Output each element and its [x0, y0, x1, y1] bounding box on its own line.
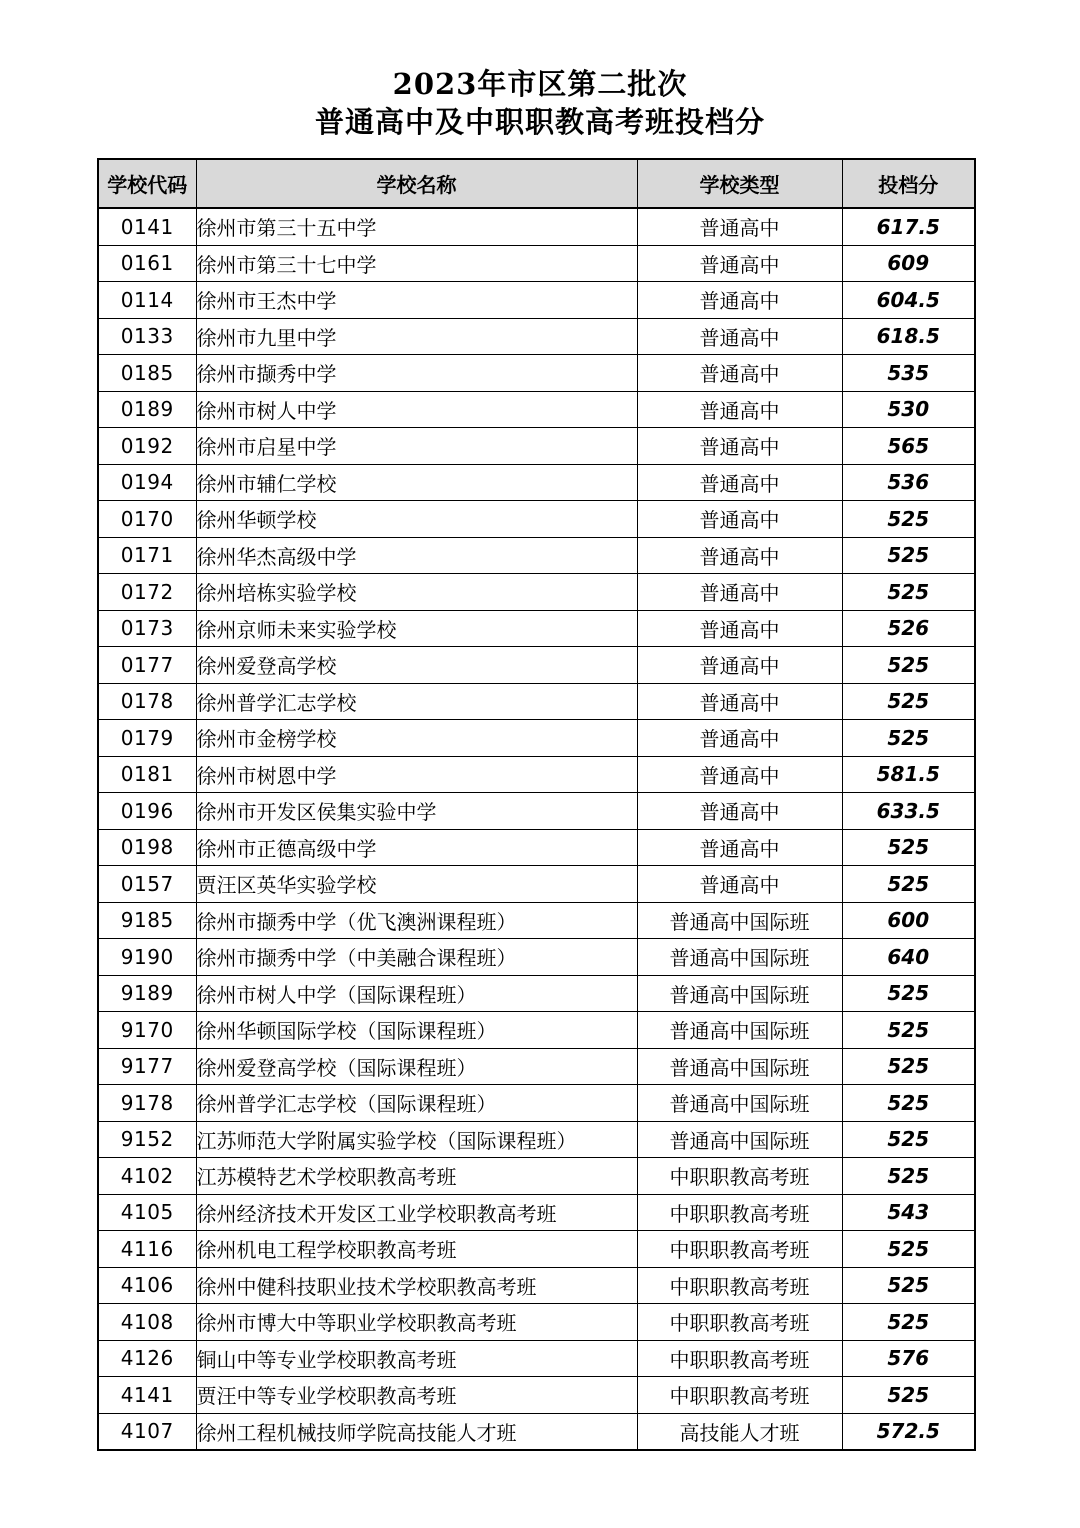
school-code-cell: 9170: [98, 1012, 196, 1049]
school-name-cell: 贾汪中等专业学校职教高考班: [196, 1377, 637, 1414]
school-type-cell: 普通高中: [637, 756, 842, 793]
school-type-cell: 普通高中: [637, 464, 842, 501]
school-name-cell: 徐州培栋实验学校: [196, 574, 637, 611]
table-row: [98, 391, 975, 428]
header-score: 投档分: [842, 159, 975, 208]
table-row: [98, 1048, 975, 1085]
score-cell: 525: [842, 1012, 975, 1049]
school-name-cell: 徐州经济技术开发区工业学校职教高考班: [196, 1194, 637, 1231]
school-code-cell: 0161: [98, 245, 196, 282]
score-cell: 565: [842, 428, 975, 465]
score-cell: 525: [842, 1231, 975, 1268]
table-row: [98, 1267, 975, 1304]
school-code-cell: 0114: [98, 282, 196, 319]
table-row: [98, 537, 975, 574]
page-subtitle: 普通高中及中职职教高考班投档分: [314, 105, 765, 139]
score-cell: 525: [842, 1085, 975, 1122]
school-type-cell: 普通高中: [637, 208, 842, 245]
school-type-cell: 高技能人才班: [637, 1413, 842, 1450]
score-cell: 525: [842, 829, 975, 866]
school-name-cell: 徐州普学汇志学校（国际课程班）: [196, 1085, 637, 1122]
school-name-cell: 徐州市树人中学: [196, 391, 637, 428]
school-code-cell: 4106: [98, 1267, 196, 1304]
table-row: [98, 1121, 975, 1158]
school-type-cell: 中职职教高考班: [637, 1377, 842, 1414]
school-type-cell: 普通高中国际班: [637, 1012, 842, 1049]
school-code-cell: 9177: [98, 1048, 196, 1085]
scores-table: [97, 158, 976, 1451]
table-row: [98, 1158, 975, 1195]
school-code-cell: 0141: [98, 208, 196, 245]
table-row: [98, 720, 975, 757]
score-cell: 581.5: [842, 756, 975, 793]
school-code-cell: 0194: [98, 464, 196, 501]
school-name-cell: 徐州爱登高学校: [196, 647, 637, 684]
score-cell: 530: [842, 391, 975, 428]
school-name-cell: 徐州华顿国际学校（国际课程班）: [196, 1012, 637, 1049]
table-row: [98, 1377, 975, 1414]
school-code-cell: 0189: [98, 391, 196, 428]
school-name-cell: 徐州市撷秀中学: [196, 355, 637, 392]
school-code-cell: 0179: [98, 720, 196, 757]
school-code-cell: 0133: [98, 318, 196, 355]
score-cell: 609: [842, 245, 975, 282]
table-row: [98, 975, 975, 1012]
school-code-cell: 4141: [98, 1377, 196, 1414]
table-row: [98, 282, 975, 319]
score-cell: 525: [842, 1377, 975, 1414]
score-cell: 525: [842, 1048, 975, 1085]
school-type-cell: 普通高中: [637, 793, 842, 830]
school-type-cell: 中职职教高考班: [637, 1267, 842, 1304]
school-name-cell: 贾汪区英华实验学校: [196, 866, 637, 903]
score-cell: 617.5: [842, 208, 975, 245]
school-type-cell: 普通高中: [637, 720, 842, 757]
table-row: [98, 318, 975, 355]
school-type-cell: 普通高中: [637, 355, 842, 392]
school-type-cell: 普通高中国际班: [637, 939, 842, 976]
school-code-cell: 4105: [98, 1194, 196, 1231]
score-cell: 525: [842, 720, 975, 757]
school-code-cell: 9178: [98, 1085, 196, 1122]
table-row: [98, 939, 975, 976]
school-type-cell: 普通高中: [637, 574, 842, 611]
school-code-cell: 0198: [98, 829, 196, 866]
school-code-cell: 0178: [98, 683, 196, 720]
school-type-cell: 普通高中: [637, 829, 842, 866]
score-cell: 525: [842, 683, 975, 720]
score-cell: 600: [842, 902, 975, 939]
school-name-cell: 徐州市撷秀中学（中美融合课程班）: [196, 939, 637, 976]
school-name-cell: 徐州市第三十五中学: [196, 208, 637, 245]
table-row: [98, 1413, 975, 1450]
school-type-cell: 中职职教高考班: [637, 1158, 842, 1195]
school-type-cell: 中职职教高考班: [637, 1340, 842, 1377]
school-type-cell: 中职职教高考班: [637, 1304, 842, 1341]
table-row: [98, 355, 975, 392]
score-cell: 535: [842, 355, 975, 392]
score-cell: 525: [842, 1158, 975, 1195]
school-code-cell: 0172: [98, 574, 196, 611]
school-type-cell: 普通高中: [637, 866, 842, 903]
school-type-cell: 中职职教高考班: [637, 1194, 842, 1231]
school-name-cell: 徐州中健科技职业技术学校职教高考班: [196, 1267, 637, 1304]
table-row: [98, 866, 975, 903]
table-row: [98, 574, 975, 611]
school-code-cell: 0177: [98, 647, 196, 684]
table-row: [98, 756, 975, 793]
school-name-cell: 徐州市博大中等职业学校职教高考班: [196, 1304, 637, 1341]
school-name-cell: 徐州市撷秀中学（优飞澳洲课程班）: [196, 902, 637, 939]
school-name-cell: 徐州京师未来实验学校: [196, 610, 637, 647]
table-header-row: [98, 159, 975, 208]
school-code-cell: 0170: [98, 501, 196, 538]
score-cell: 525: [842, 537, 975, 574]
school-code-cell: 0157: [98, 866, 196, 903]
score-cell: 525: [842, 1121, 975, 1158]
table-body: [98, 208, 975, 1450]
header-code: 学校代码: [98, 159, 196, 208]
school-name-cell: 徐州市树恩中学: [196, 756, 637, 793]
score-cell: 576: [842, 1340, 975, 1377]
school-type-cell: 普通高中: [637, 683, 842, 720]
school-name-cell: 徐州市金榜学校: [196, 720, 637, 757]
table-row: [98, 1012, 975, 1049]
score-cell: 604.5: [842, 282, 975, 319]
school-type-cell: 中职职教高考班: [637, 1231, 842, 1268]
school-code-cell: 0171: [98, 537, 196, 574]
school-name-cell: 江苏师范大学附属实验学校（国际课程班）: [196, 1121, 637, 1158]
school-type-cell: 普通高中国际班: [637, 1085, 842, 1122]
school-code-cell: 4116: [98, 1231, 196, 1268]
score-cell: 525: [842, 501, 975, 538]
table-row: [98, 683, 975, 720]
school-type-cell: 普通高中: [637, 537, 842, 574]
score-cell: 525: [842, 975, 975, 1012]
table-row: [98, 245, 975, 282]
school-name-cell: 徐州华顿学校: [196, 501, 637, 538]
school-type-cell: 普通高中: [637, 245, 842, 282]
school-type-cell: 普通高中: [637, 610, 842, 647]
table-row: [98, 428, 975, 465]
score-cell: 525: [842, 866, 975, 903]
school-code-cell: 0192: [98, 428, 196, 465]
school-name-cell: 徐州工程机械技师学院高技能人才班: [196, 1413, 637, 1450]
school-code-cell: 4107: [98, 1413, 196, 1450]
score-cell: 543: [842, 1194, 975, 1231]
table-row: [98, 208, 975, 245]
school-code-cell: 9190: [98, 939, 196, 976]
school-name-cell: 徐州市九里中学: [196, 318, 637, 355]
table-row: [98, 902, 975, 939]
school-name-cell: 徐州市开发区侯集实验中学: [196, 793, 637, 830]
school-code-cell: 0173: [98, 610, 196, 647]
school-name-cell: 徐州市王杰中学: [196, 282, 637, 319]
table-row: [98, 464, 975, 501]
school-name-cell: 徐州市辅仁学校: [196, 464, 637, 501]
header-name: 学校名称: [196, 159, 637, 208]
school-code-cell: 4108: [98, 1304, 196, 1341]
table-row: [98, 610, 975, 647]
school-code-cell: 0196: [98, 793, 196, 830]
school-name-cell: 徐州普学汇志学校: [196, 683, 637, 720]
score-cell: 640: [842, 939, 975, 976]
score-cell: 572.5: [842, 1413, 975, 1450]
school-name-cell: 江苏模特艺术学校职教高考班: [196, 1158, 637, 1195]
school-code-cell: 9185: [98, 902, 196, 939]
school-type-cell: 普通高中: [637, 391, 842, 428]
school-type-cell: 普通高中国际班: [637, 1048, 842, 1085]
school-type-cell: 普通高中: [637, 428, 842, 465]
table-row: [98, 1085, 975, 1122]
score-cell: 525: [842, 647, 975, 684]
school-name-cell: 徐州华杰高级中学: [196, 537, 637, 574]
school-type-cell: 普通高中: [637, 647, 842, 684]
school-code-cell: 4126: [98, 1340, 196, 1377]
school-type-cell: 普通高中国际班: [637, 902, 842, 939]
score-cell: 526: [842, 610, 975, 647]
page-title: 2023年市区第二批次: [392, 67, 688, 101]
school-name-cell: 徐州市第三十七中学: [196, 245, 637, 282]
school-code-cell: 4102: [98, 1158, 196, 1195]
school-code-cell: 0185: [98, 355, 196, 392]
school-type-cell: 普通高中国际班: [637, 975, 842, 1012]
school-name-cell: 徐州市启星中学: [196, 428, 637, 465]
table-row: [98, 1340, 975, 1377]
header-type: 学校类型: [637, 159, 842, 208]
table-row: [98, 1304, 975, 1341]
table-row: [98, 793, 975, 830]
school-type-cell: 普通高中: [637, 318, 842, 355]
school-name-cell: 徐州机电工程学校职教高考班: [196, 1231, 637, 1268]
school-name-cell: 铜山中等专业学校职教高考班: [196, 1340, 637, 1377]
school-type-cell: 普通高中: [637, 282, 842, 319]
score-cell: 525: [842, 1267, 975, 1304]
score-cell: 536: [842, 464, 975, 501]
table-row: [98, 647, 975, 684]
table-row: [98, 1231, 975, 1268]
school-type-cell: 普通高中国际班: [637, 1121, 842, 1158]
score-cell: 525: [842, 574, 975, 611]
school-code-cell: 9152: [98, 1121, 196, 1158]
school-name-cell: 徐州市正德高级中学: [196, 829, 637, 866]
score-cell: 618.5: [842, 318, 975, 355]
score-cell: 525: [842, 1304, 975, 1341]
school-type-cell: 普通高中: [637, 501, 842, 538]
school-name-cell: 徐州市树人中学（国际课程班）: [196, 975, 637, 1012]
school-code-cell: 0181: [98, 756, 196, 793]
table-row: [98, 829, 975, 866]
score-cell: 633.5: [842, 793, 975, 830]
table-row: [98, 1194, 975, 1231]
school-code-cell: 9189: [98, 975, 196, 1012]
table-row: [98, 501, 975, 538]
school-name-cell: 徐州爱登高学校（国际课程班）: [196, 1048, 637, 1085]
